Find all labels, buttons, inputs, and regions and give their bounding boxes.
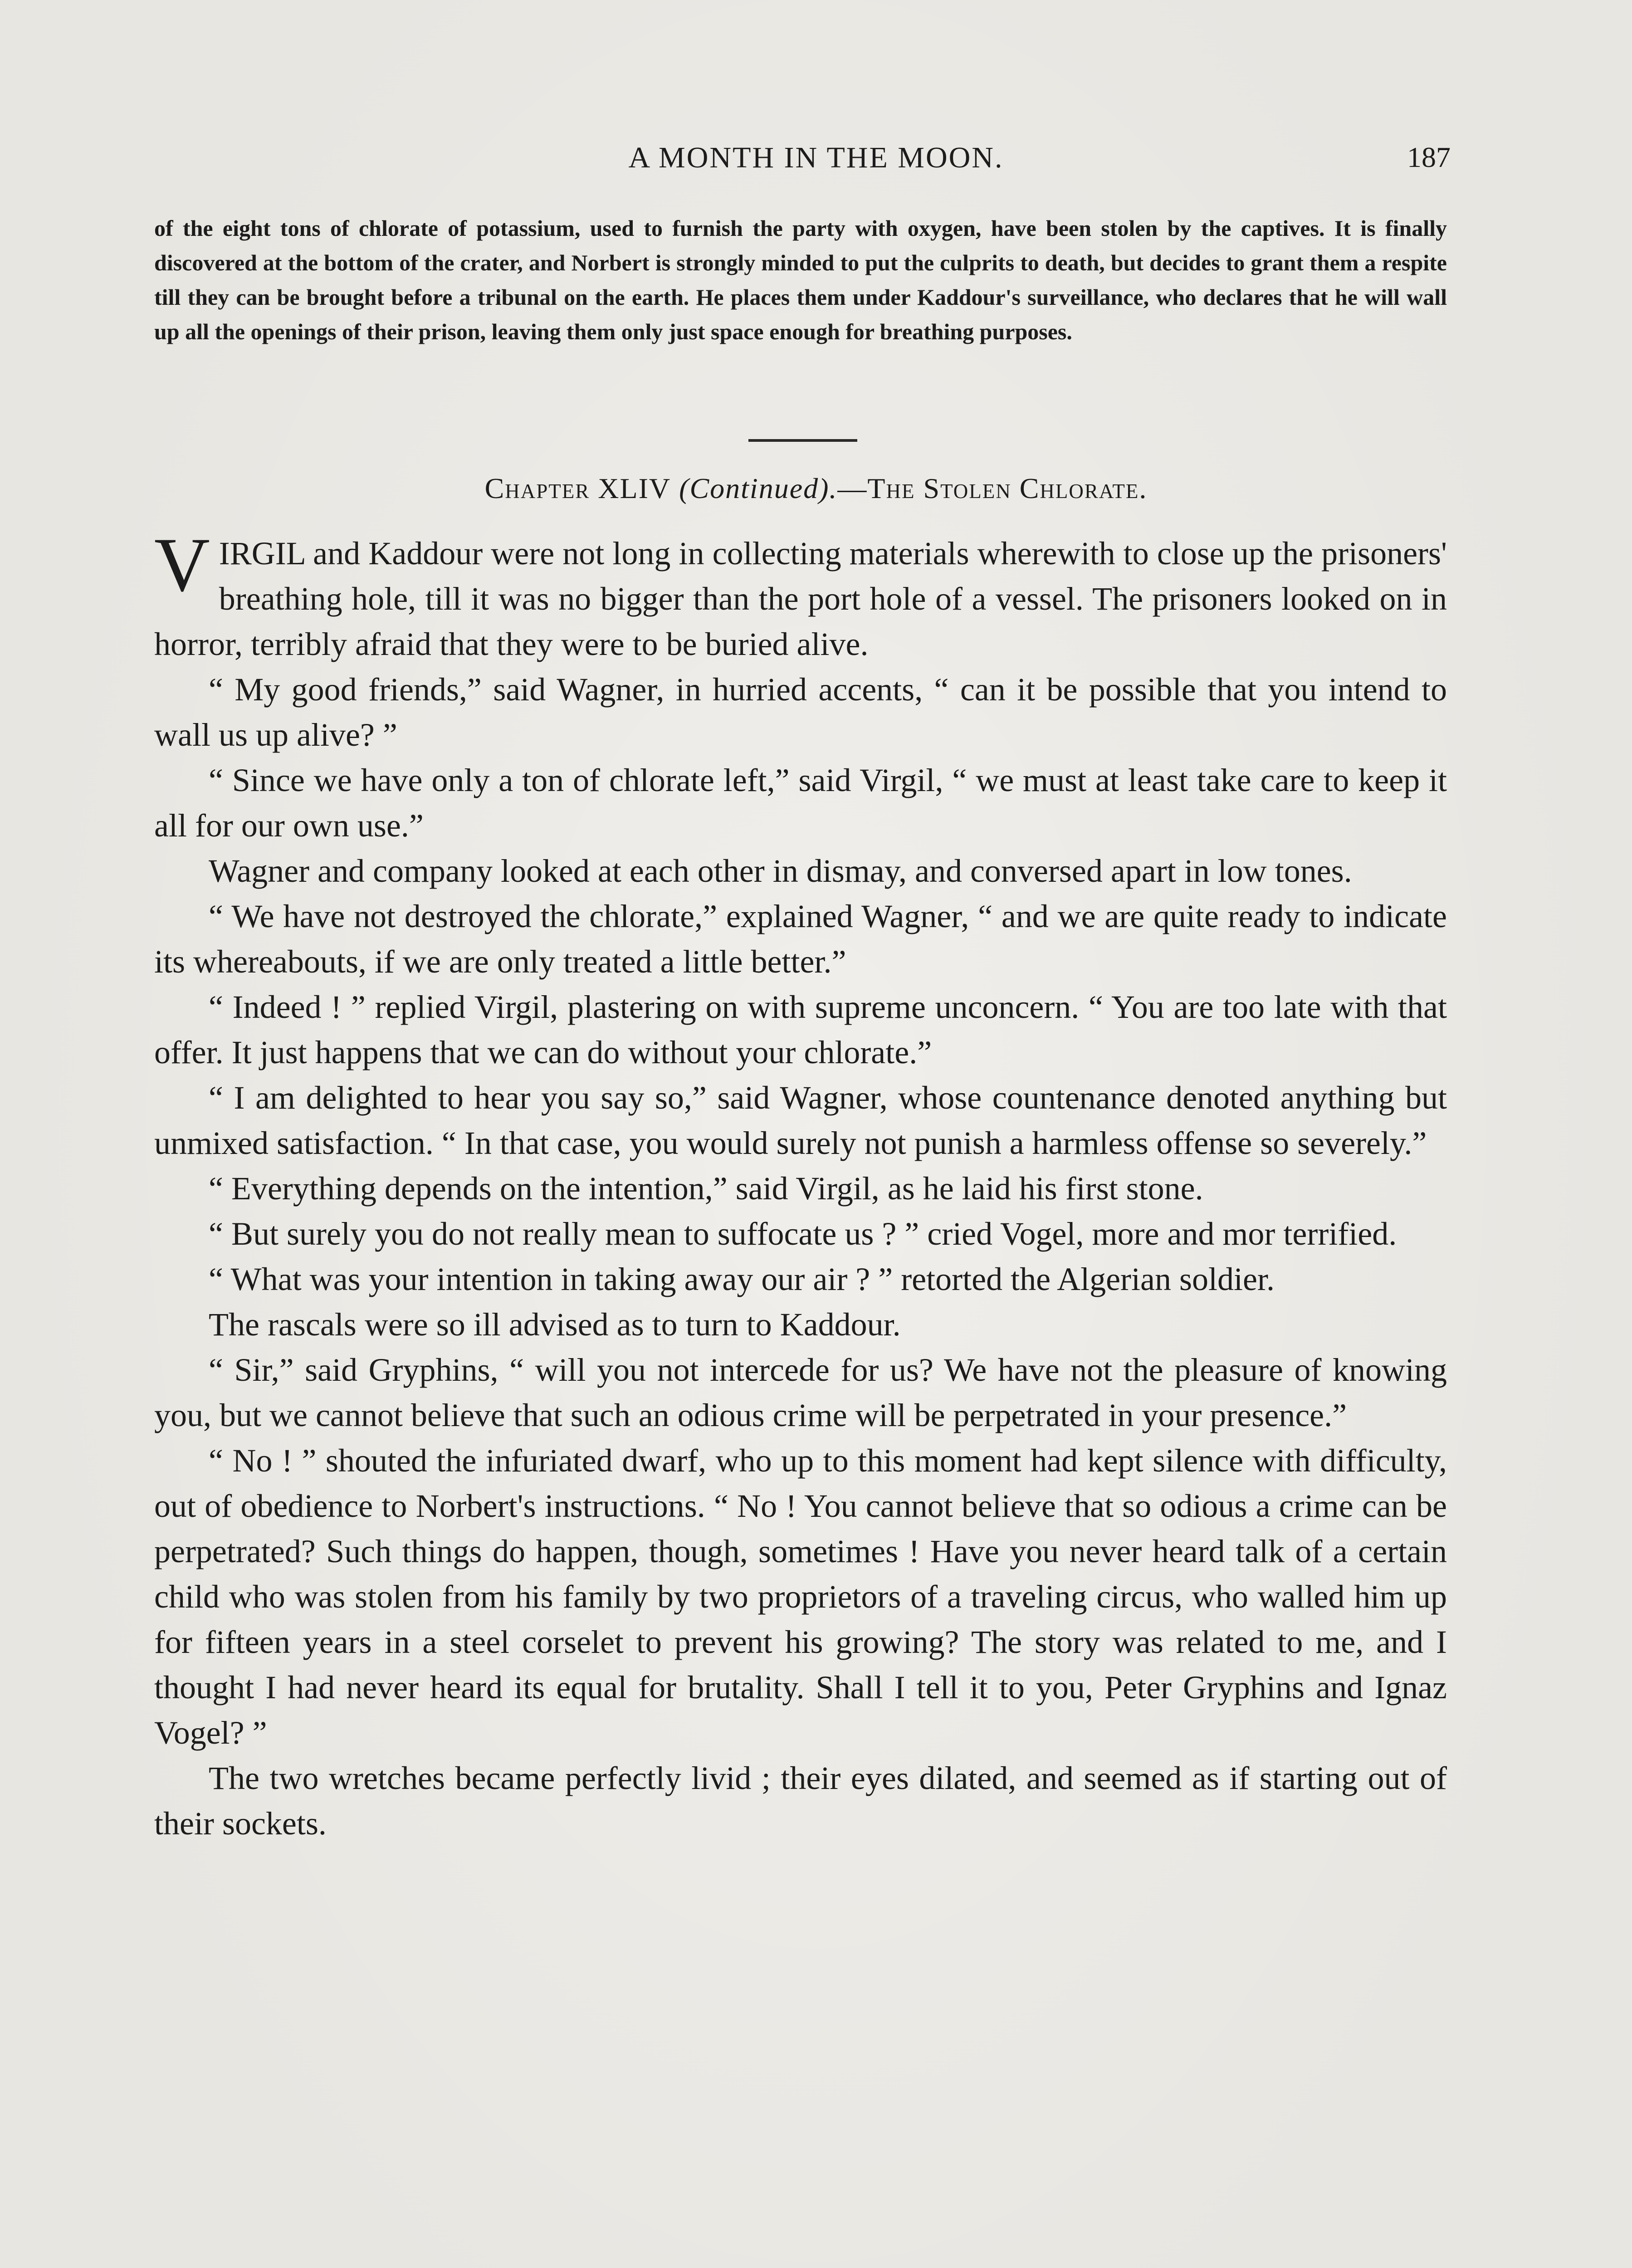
paragraph: “ But surely you do not really mean to suffocate us ? ” cried Vogel, more and mor terrified. [209, 1216, 1397, 1252]
paragraph: “ I am delighted to hear you say so,” said Wagner, whose countenance denoted anything but unmixed satisfaction. “ In that case, you would surely not punish a harmless offense so severely.” [154, 1080, 1447, 1161]
first-paragraph-text: IRGIL and Kaddour were not long in collecting materials wherewith to close up the prisoners' breathing hole, till it was no bigger than the port hole of a vessel. The prisoners looked on in horror, terribly afraid that they were to be buried alive. [154, 535, 1447, 662]
running-head [0, 136, 1632, 186]
chapter-heading [0, 472, 1632, 505]
paragraph: The two wretches became perfectly livid ; their eyes dilated, and seemed as if starting out of their sockets. [154, 1760, 1447, 1842]
paragraph: “ My good friends,” said Wagner, in hurried accents, “ can it be possible that you intend to wall us up alive? ” [154, 671, 1447, 753]
running-title: A MONTH IN THE MOON. [628, 141, 1004, 174]
paragraph: “ What was your intention in taking away our air ? ” retorted the Algerian soldier. [209, 1261, 1275, 1297]
chapter-title: —The Stolen Chlorate. [837, 472, 1148, 504]
paragraph: “ Sir,” said Gryphins, “ will you not intercede for us? We have not the pleasure of knowing you, but we cannot believe that such an odious crime will be perpetrated in your presence.” [154, 1352, 1447, 1433]
synopsis-paragraph: of the eight tons of chlorate of potassium, used to furnish the party with oxygen, have been stolen by the captives. It is finally discovered at the bottom of the crater, and Norbert is strongly minded to put the culprits to death, but decides to grant them a respite till they can be brought before a tribunal on the earth. He places them under Kaddour's surveillance, who declares that he will wall up all the openings of their prison, leaving them only just space enough for breathing purposes. [154, 215, 1447, 344]
chapter-label: Chapter XLIV [484, 472, 671, 504]
page-number: 187 [1407, 141, 1451, 173]
paragraph: The rascals were so ill advised as to turn to Kaddour. [209, 1306, 901, 1343]
first-paragraph [154, 522, 1447, 667]
paragraph: “ Since we have only a ton of chlorate left,” said Virgil, “ we must at least take care to keep it all for our own use.” [154, 762, 1447, 844]
paragraph: Wagner and company looked at each other in dismay, and conversed apart in low tones. [209, 853, 1352, 889]
paragraph: “ No ! ” shouted the infuriated dwarf, who up to this moment had kept silence with difficulty, out of obedience to Norbert's instructions. “ No ! You cannot believe that so odious a crime can be perpetrated? Such things do happen, though, sometimes ! Have you never heard talk of a certain child who was stolen from his family by two proprietors of a traveling circus, who walled him up for fifteen years in a steel corselet to prevent his growing? The story was related to me, and I thought I had never heard its equal for brutality. Shall I tell it to you, Peter Gryphins and Ignaz Vogel? ” [154, 1442, 1447, 1751]
paragraph: “ Indeed ! ” replied Virgil, plastering on with supreme unconcern. “ You are too late with that offer. It just happens that we can do without your chlorate.” [154, 989, 1447, 1070]
body-text [154, 522, 1447, 1846]
paragraph: “ Everything depends on the intention,” said Virgil, as he laid his first stone. [209, 1170, 1203, 1207]
drop-cap: V [154, 522, 210, 607]
paragraph: “ We have not destroyed the chlorate,” explained Wagner, “ and we are quite ready to indicate its whereabouts, if we are only treated a little better.” [154, 898, 1447, 980]
section-divider [748, 439, 857, 442]
chapter-continued: (Continued). [679, 472, 838, 504]
